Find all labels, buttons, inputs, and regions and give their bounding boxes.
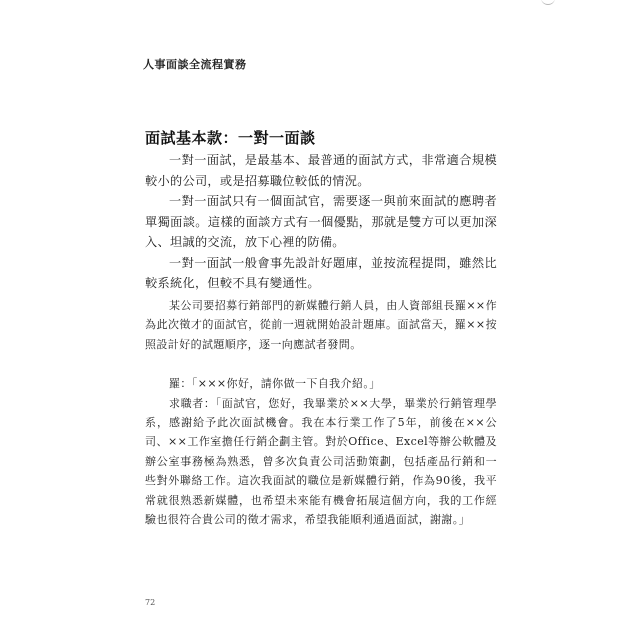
paragraph-3: 一對一面試一般會事先設計好題庫，並按流程提問，雖然比較系統化，但較不具有變通性。	[145, 255, 497, 290]
dialogue-candidate: 求職者：「面試官，您好，我畢業於××大學，畢業於行銷管理學系，感謝給予此次面試機會。我在本行業工作了5年，前後在××公司、××工作室擔任行銷企劃主管。對於Office、Excel等辦公軟體及辦公室事務極為熟悉，曾多次負責公司活動策劃，包括產品行銷和一些對外聯絡工作。這次我面試的職位是新媒體行銷，作為90後，我平常就很熟悉新媒體，也希望未來能有機會拓展這個方向，我的工作經驗也很符合貴公司的徵才需求，希望我能順利通過面試，謝謝。」	[145, 396, 497, 527]
page-number: 72	[145, 598, 156, 607]
case-example	[145, 296, 497, 529]
body-text	[145, 150, 497, 294]
page-edge-mark	[541, 0, 555, 5]
paragraph-2: 一對一面試只有一個面試官，需要逐一與前來面試的應聘者單獨面談。這樣的面談方式有一個優點，那就是雙方可以更加深入、坦誠的交流，放下心裡的防備。	[145, 194, 497, 249]
running-header: 人事面談全流程實務	[143, 58, 247, 71]
case-intro: 某公司要招募行銷部門的新媒體行銷人員，由人資部組長羅××作為此次徵才的面試官，從前一週就開始設計題庫。面試當天，羅××按照設計好的試題順序，逐一向應試者發問。	[145, 299, 497, 351]
paragraph-1: 一對一面試，是最基本、最普通的面試方式，非常適合規模較小的公司，或是招募職位較低的情況。	[145, 153, 497, 188]
section-title: 面試基本款：一對一面談	[145, 129, 316, 147]
dialogue-interviewer: 羅：「×××你好，請你做一下自我介紹。」	[169, 377, 381, 391]
